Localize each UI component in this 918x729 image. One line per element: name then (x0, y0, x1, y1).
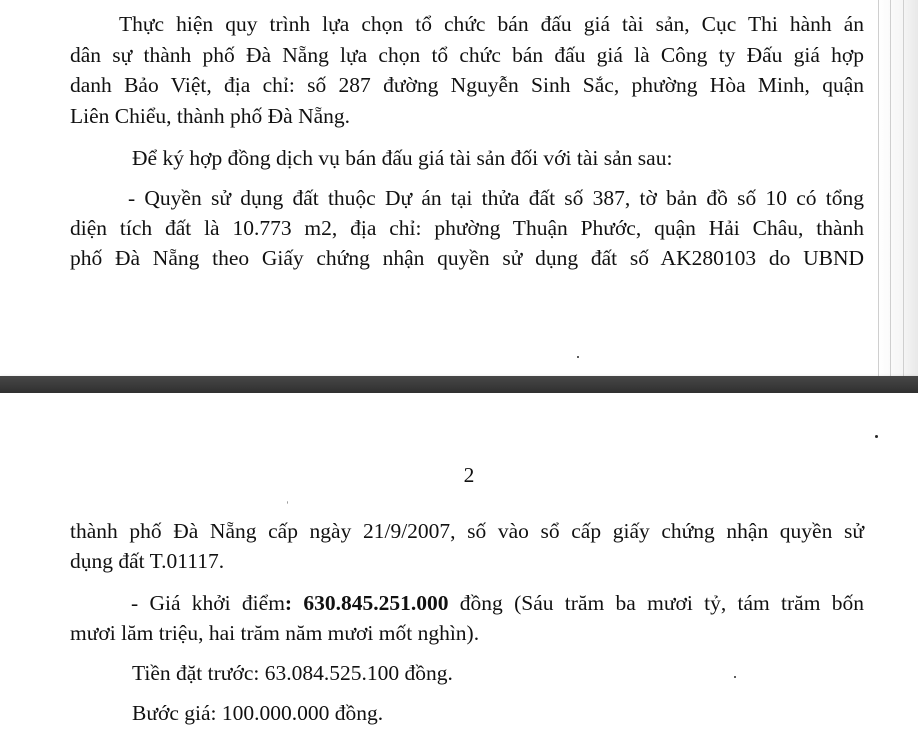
scan-speck (875, 435, 878, 438)
deposit-line (132, 658, 864, 689)
para-text: diện tích đất là 10.773 m2, địa chỉ: phường Thuận Phước, quận Hải Châu, thành (70, 216, 864, 240)
price-words: đồng (Sáu trăm ba mươi tỷ, tám trăm bốn (448, 591, 864, 615)
paragraph-line (70, 101, 864, 132)
paragraph-line (70, 243, 864, 274)
paragraph-line (70, 618, 864, 649)
scan-speck (287, 501, 288, 504)
page-divider (0, 376, 918, 393)
starting-price-value: : 630.845.251.000 (284, 591, 449, 615)
para-text: Tiền đặt trước: 63.084.525.100 đồng. (132, 661, 453, 685)
paragraph-line (128, 183, 864, 214)
para-text: thành phố Đà Nẵng cấp ngày 21/9/2007, số vào sổ cấp giấy chứng nhận quyền sử (70, 519, 864, 543)
para-text: dân sự thành phố Đà Nẵng lựa chọn tổ chức bán đấu giá là Công ty Đấu giá hợp (70, 43, 864, 67)
scan-line (903, 0, 904, 376)
para-text: Để ký hợp đồng dịch vụ bán đấu giá tài sản đối với tài sản sau: (132, 146, 673, 170)
scan-speck (577, 356, 579, 358)
price-label: - Giá khởi điểm (131, 591, 285, 615)
bid-step-line (132, 698, 864, 729)
paragraph-line (70, 546, 864, 577)
para-text: phố Đà Nẵng theo Giấy chứng nhận quyền sử dụng đất số AK280103 do UBND (70, 246, 864, 270)
para-text: danh Bảo Việt, địa chỉ: số 287 đường Nguyễn Sinh Sắc, phường Hòa Minh, quận (70, 73, 864, 97)
para-text: mươi lăm triệu, hai trăm năm mươi mốt nghìn). (70, 621, 480, 645)
para-text: Bước giá: 100.000.000 đồng. (132, 701, 384, 725)
paragraph-line (70, 40, 864, 71)
paragraph-line (132, 143, 864, 174)
paragraph-line (131, 588, 864, 619)
paragraph-line (70, 9, 864, 40)
para-text: dụng đất T.01117. (70, 549, 225, 573)
paragraph-line (70, 70, 864, 101)
scan-line (890, 0, 891, 376)
page-number: 2 (463, 463, 475, 487)
scan-line (878, 0, 879, 376)
para-text: Liên Chiểu, thành phố Đà Nẵng. (70, 104, 351, 128)
paragraph-line (70, 213, 864, 244)
para-text: - Quyền sử dụng đất thuộc Dự án tại thửa đất số 387, tờ bản đồ số 10 có tổng (128, 186, 864, 210)
paragraph-line (70, 516, 864, 547)
para-text: Thực hiện quy trình lựa chọn tổ chức bán đấu giá tài sản, Cục Thi hành án (119, 12, 864, 36)
scan-edge-shadow (878, 0, 918, 376)
